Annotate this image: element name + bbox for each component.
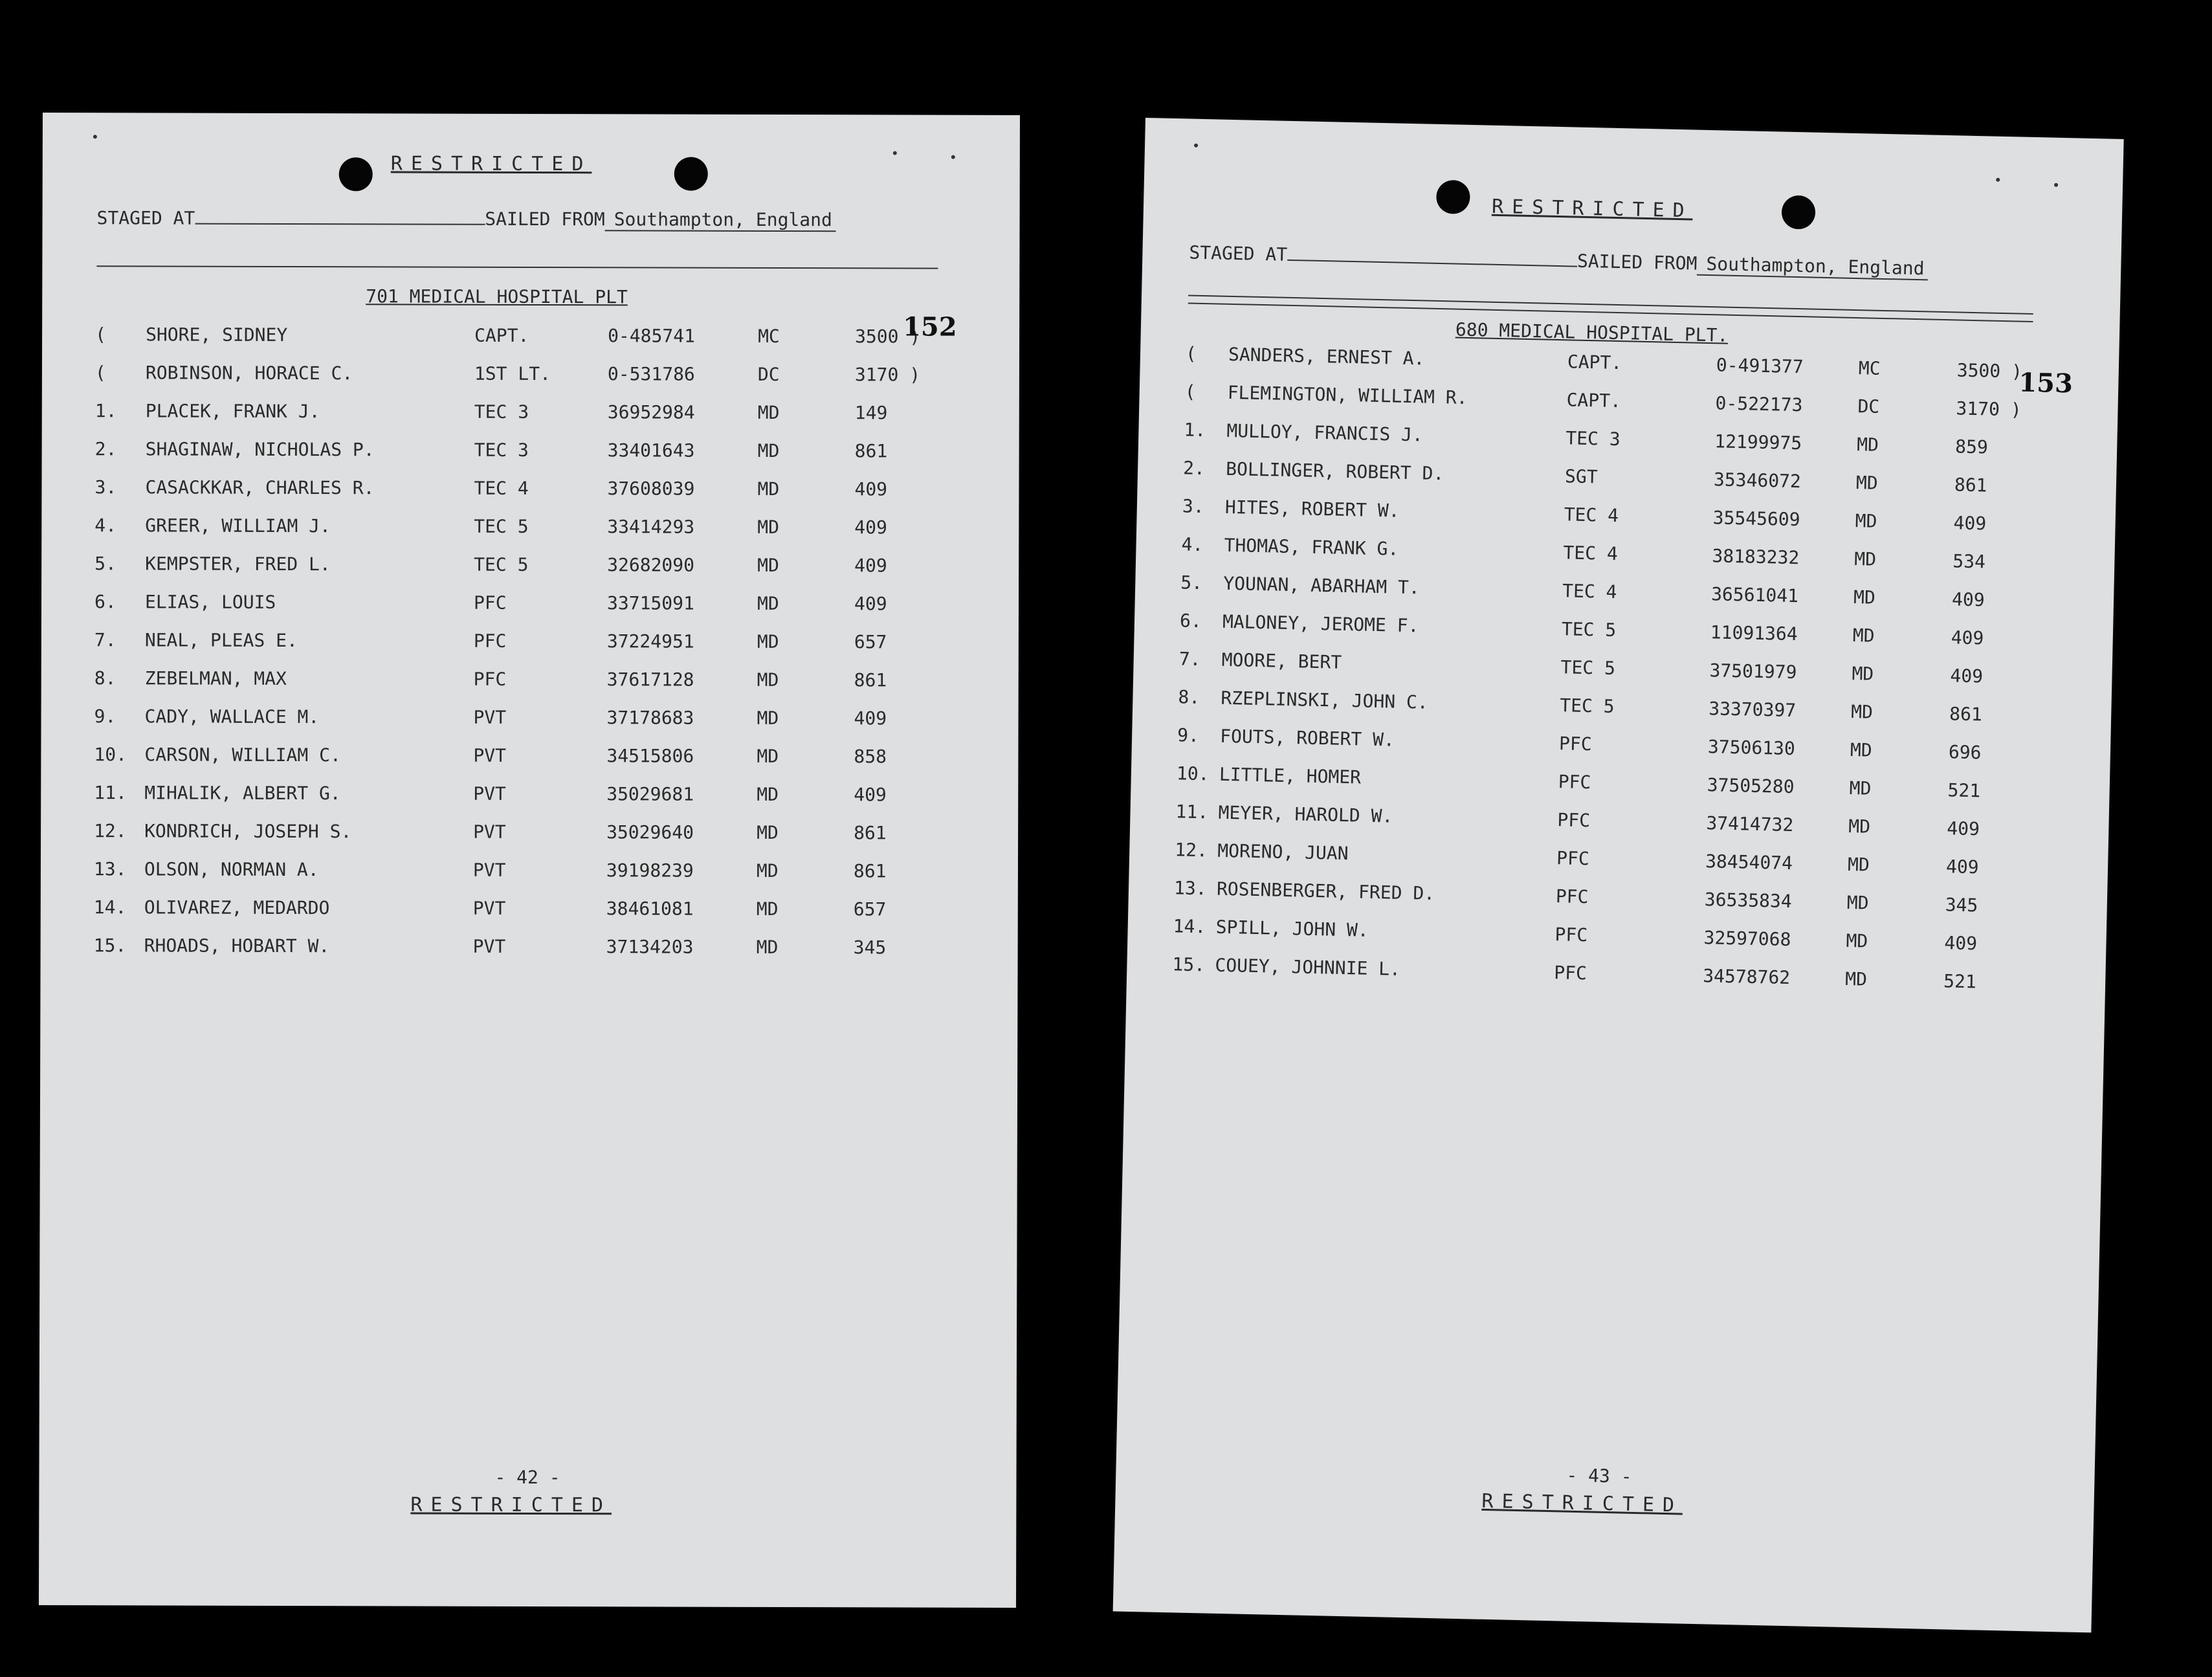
roster-rank: PVT	[472, 897, 506, 919]
roster-num: (	[94, 362, 106, 384]
roster-name: SPILL, JOHN W.	[1215, 916, 1369, 941]
roster-serial: 35029640	[606, 821, 694, 843]
roster-name: GREER, WILLIAM J.	[145, 515, 331, 537]
roster-num: 7.	[1178, 648, 1201, 671]
roster-corps: MD	[1853, 586, 1876, 608]
roster-rank: PVT	[472, 859, 506, 881]
roster-row	[41, 744, 947, 772]
roster-corps: MD	[757, 592, 779, 614]
roster-serial: 34515806	[606, 745, 694, 767]
roster-name: LITTLE, HOMER	[1219, 763, 1362, 788]
roster-num: 3.	[94, 476, 117, 498]
roster-row	[1139, 380, 2046, 426]
roster-num: 13.	[1173, 877, 1207, 900]
roster-num: 6.	[1179, 610, 1202, 632]
roster-row	[1130, 800, 2037, 846]
paper-speck	[93, 135, 97, 139]
roster-num: 8.	[94, 667, 116, 689]
roster-row	[42, 362, 948, 390]
roster-row	[1140, 342, 2047, 388]
roster-serial: 35029681	[606, 783, 694, 805]
sailed-from-label: SAILED FROM	[1576, 250, 1698, 274]
roster-name: FOUTS, ROBERT W.	[1219, 725, 1395, 751]
roster-rank: CAPT.	[1567, 351, 1622, 374]
roster-serial: 37178683	[606, 707, 694, 729]
page-number: - 42 -	[494, 1466, 560, 1489]
roster-serial: 38461081	[606, 898, 694, 920]
sailed-from-label: SAILED FROM	[485, 208, 605, 230]
roster-corps: MC	[758, 325, 780, 347]
roster-num: 10.	[94, 744, 127, 766]
roster-code: 409	[1953, 512, 1987, 535]
roster-row	[41, 705, 947, 734]
roster-row	[41, 515, 947, 543]
roster-corps: MD	[1852, 663, 1874, 685]
roster-serial: 37501979	[1709, 660, 1797, 683]
roster-serial: 11091364	[1710, 621, 1798, 645]
roster-row	[41, 667, 947, 696]
roster-num: 2.	[1182, 457, 1206, 480]
roster-rank: TEC 3	[474, 439, 529, 461]
roster-corps: MD	[1844, 968, 1868, 990]
roster-rank: PFC	[1556, 847, 1590, 870]
roster-code: 657	[854, 631, 887, 653]
roster-corps: MD	[1855, 510, 1877, 532]
roster-code: 861	[854, 822, 887, 844]
sailed-from-value: Southampton, England	[1697, 253, 1929, 281]
sailed-from-value: Southampton, England	[605, 208, 836, 232]
roster-name: BOLLINGER, ROBERT D.	[1225, 458, 1444, 485]
roster-name: SHAGINAW, NICHOLAS P.	[145, 438, 375, 461]
unit-title: 701 MEDICAL HOSPITAL PLT	[366, 285, 628, 308]
staged-sailed-line	[97, 207, 836, 230]
paper-speck	[1996, 178, 2000, 182]
staged-sailed-line	[1189, 242, 1929, 280]
document-page-42	[39, 113, 1020, 1608]
roster-row	[41, 591, 947, 619]
roster-code: 409	[1951, 627, 1984, 649]
roster-row	[1127, 915, 2034, 961]
roster-rank: PFC	[1558, 733, 1592, 755]
roster-corps: MC	[1858, 357, 1881, 379]
roster-name: CARSON, WILLIAM C.	[144, 744, 341, 766]
roster-row	[1136, 494, 2043, 540]
roster-row	[1138, 418, 2045, 464]
staged-at-blank	[195, 223, 485, 225]
roster-rank: PVT	[472, 935, 506, 957]
roster-row	[1127, 953, 2033, 999]
roster-name: RZEPLINSKI, JOHN C.	[1221, 687, 1429, 713]
roster-row	[42, 438, 948, 467]
roster-serial: 33414293	[607, 516, 695, 538]
roster-serial: 37608039	[607, 478, 695, 500]
roster-num: 9.	[1177, 724, 1200, 747]
roster-code: 409	[854, 555, 887, 577]
roster-num: 4.	[1181, 533, 1204, 556]
roster-num: 12.	[94, 820, 127, 842]
roster-row	[41, 935, 947, 963]
roster-num: (	[1184, 381, 1197, 403]
roster-serial: 33715091	[606, 592, 694, 614]
roster-rank: TEC 5	[474, 515, 529, 537]
roster-serial: 32682090	[607, 554, 695, 576]
roster-rank: TEC 3	[474, 401, 529, 423]
roster-corps: MD	[1846, 929, 1868, 952]
roster-serial: 33370397	[1708, 698, 1797, 722]
roster-num: 11.	[1175, 801, 1209, 823]
document-page-43	[1113, 118, 2124, 1632]
roster-rank: CAPT.	[1566, 389, 1622, 412]
roster-corps: MD	[757, 439, 780, 461]
roster-code: 861	[1949, 703, 1983, 726]
restricted-header: RESTRICTED	[1491, 195, 1694, 223]
roster-num: 14.	[1173, 915, 1206, 938]
punch-hole	[1436, 180, 1470, 214]
roster-name: MOORE, BERT	[1221, 649, 1342, 673]
roster-corps: MD	[1856, 434, 1879, 456]
punch-hole	[1781, 195, 1815, 229]
roster-num: 9.	[94, 705, 116, 727]
roster-num: (	[95, 324, 107, 346]
roster-code: 409	[1950, 665, 1984, 687]
roster-corps: DC	[757, 363, 780, 385]
roster-num: 5.	[1180, 572, 1203, 594]
roster-corps: MD	[757, 630, 779, 652]
roster-code: 696	[1948, 741, 1982, 764]
roster-serial: 35346072	[1713, 469, 1802, 493]
header-rule	[1188, 303, 2033, 322]
roster-name: HITES, ROBERT W.	[1224, 496, 1400, 522]
roster-serial: 37134203	[606, 936, 694, 958]
roster-serial: 37505280	[1707, 774, 1795, 798]
roster-name: CASACKKAR, CHARLES R.	[145, 476, 375, 499]
roster-rank: TEC 4	[1562, 580, 1617, 603]
roster-num: 2.	[94, 438, 117, 460]
roster-corps: MD	[756, 936, 779, 958]
roster-serial: 35545609	[1712, 507, 1800, 531]
roster-num: 4.	[94, 515, 117, 537]
roster-num: 1.	[1184, 419, 1206, 441]
roster-rank: PFC	[1557, 809, 1591, 832]
roster-corps: MD	[1846, 891, 1869, 914]
roster-row	[41, 858, 947, 887]
roster-num: 7.	[94, 629, 116, 651]
roster-num: 13.	[93, 858, 127, 880]
roster-num: 10.	[1176, 762, 1210, 785]
roster-corps: DC	[1857, 395, 1880, 417]
roster-rank: TEC 4	[474, 477, 529, 499]
roster-code: 858	[854, 746, 887, 768]
staged-at-label: STAGED AT	[96, 207, 195, 229]
roster-corps: MD	[757, 554, 779, 576]
roster-num: 15.	[93, 935, 127, 957]
roster-code: 409	[854, 593, 887, 615]
roster-rank: TEC 4	[1564, 504, 1619, 527]
roster-row	[1133, 685, 2039, 731]
roster-row	[41, 896, 947, 925]
roster-row	[41, 553, 947, 581]
paper-speck	[951, 155, 955, 159]
roster-corps: MD	[1848, 815, 1871, 838]
roster-row	[42, 324, 948, 352]
roster-num: 14.	[93, 896, 127, 918]
roster-rank: PFC	[473, 668, 507, 690]
roster-code: 409	[854, 784, 887, 806]
roster-row	[1135, 571, 2042, 617]
roster-corps: MD	[1852, 625, 1875, 647]
roster-name: ZEBELMAN, MAX	[144, 667, 287, 689]
roster-num: 5.	[94, 553, 116, 575]
roster-serial: 36952984	[607, 401, 695, 423]
roster-row	[1133, 647, 2040, 693]
roster-rank: TEC 5	[474, 553, 529, 575]
roster-serial: 36535834	[1704, 889, 1793, 913]
roster-name: NEAL, PLEAS E.	[144, 629, 298, 652]
roster-name: ROSENBERGER, FRED D.	[1216, 878, 1435, 905]
roster-code: 149	[854, 402, 888, 424]
roster-serial: 38454074	[1705, 850, 1793, 874]
roster-corps: MD	[757, 783, 779, 805]
roster-num: 1.	[94, 400, 117, 422]
roster-serial: 36561041	[1710, 583, 1799, 607]
roster-rank: CAPT.	[474, 324, 529, 346]
roster-serial: 32597068	[1703, 927, 1791, 951]
roster-rank: 1ST LT.	[474, 362, 551, 385]
roster-corps: MD	[757, 478, 780, 500]
roster-code: 3170 )	[1956, 397, 2022, 421]
roster-rank: TEC 5	[1559, 694, 1615, 718]
roster-code: 409	[854, 478, 888, 500]
punch-hole	[674, 157, 708, 191]
roster-rank: PVT	[473, 706, 507, 728]
roster-corps: MD	[756, 860, 779, 882]
restricted-footer: RESTRICTED	[1481, 1489, 1683, 1517]
paper-speck	[1194, 144, 1198, 148]
roster-code: 861	[854, 669, 887, 691]
roster-code: 3170 )	[854, 364, 921, 386]
roster-name: ROBINSON, HORACE C.	[145, 362, 353, 384]
roster-rank: PFC	[1558, 771, 1591, 794]
roster-name: RHOADS, HOBART W.	[144, 935, 330, 957]
roster-serial: 0-491377	[1716, 354, 1804, 378]
roster-corps: MD	[1849, 777, 1872, 799]
roster-serial: 37617128	[606, 669, 694, 691]
handwritten-page-number: 153	[2018, 367, 2074, 399]
roster-code: 409	[1945, 856, 1979, 878]
roster-corps: MD	[756, 898, 779, 920]
roster-name: OLSON, NORMAN A.	[144, 858, 319, 881]
roster-row	[1132, 724, 2039, 770]
roster-num: 8.	[1178, 686, 1200, 709]
roster-serial: 0-531786	[607, 363, 695, 385]
roster-code: 409	[1951, 588, 1985, 611]
roster-code: 409	[1944, 932, 1978, 955]
roster-num: 12.	[1174, 839, 1208, 861]
roster-num: 11.	[94, 782, 127, 804]
roster-corps: MD	[757, 707, 779, 729]
roster-corps: MD	[1854, 548, 1877, 570]
roster-row	[41, 629, 947, 658]
roster-serial: 34578762	[1702, 965, 1791, 989]
roster-name: KEMPSTER, FRED L.	[145, 553, 331, 575]
roster-name: CADY, WALLACE M.	[144, 705, 320, 728]
roster-name: MALONEY, JEROME F.	[1222, 610, 1419, 637]
roster-row	[41, 820, 947, 849]
roster-corps: MD	[757, 669, 779, 691]
roster-row	[42, 400, 948, 428]
roster-serial: 39198239	[606, 860, 694, 882]
roster-code: 861	[854, 440, 888, 462]
roster-corps: MD	[757, 821, 779, 843]
roster-code: 521	[1943, 970, 1977, 993]
roster-rank: SGT	[1564, 465, 1598, 488]
roster-name: SANDERS, ERNEST A.	[1228, 343, 1425, 370]
roster-serial: 38183232	[1712, 545, 1800, 569]
page-number: - 43 -	[1566, 1464, 1632, 1487]
roster-corps: MD	[1855, 472, 1879, 494]
roster-row	[41, 476, 947, 505]
handwritten-page-number: 152	[903, 311, 957, 342]
roster-rank: PFC	[1555, 885, 1589, 908]
staged-at-blank	[1287, 260, 1577, 267]
roster-serial: 0-522173	[1715, 392, 1803, 416]
roster-code: 345	[853, 937, 887, 959]
roster-code: 409	[1946, 817, 1980, 840]
staged-at-label: STAGED AT	[1189, 241, 1288, 265]
unit-title: 680 MEDICAL HOSPITAL PLT.	[1455, 318, 1729, 346]
roster-rank: TEC 3	[1565, 427, 1620, 450]
roster-serial: 37414732	[1706, 812, 1794, 836]
roster-name: FLEMINGTON, WILLIAM R.	[1227, 381, 1468, 408]
roster-name: MORENO, JUAN	[1217, 839, 1349, 865]
roster-code: 3500 )	[1956, 359, 2023, 383]
roster-name: OLIVAREZ, MEDARDO	[144, 896, 330, 919]
roster-corps: MD	[757, 401, 780, 423]
roster-corps: MD	[1850, 701, 1874, 723]
roster-num: 3.	[1182, 495, 1204, 518]
roster-code: 3500 )	[855, 326, 921, 348]
roster-row	[1138, 456, 2044, 502]
roster-rank: PFC	[473, 592, 507, 614]
paper-speck	[893, 151, 897, 155]
roster-rank: PVT	[473, 821, 506, 843]
restricted-footer: RESTRICTED	[410, 1493, 612, 1517]
roster-code: 861	[853, 860, 887, 882]
roster-corps: MD	[1850, 739, 1873, 761]
roster-code: 521	[1947, 779, 1981, 802]
roster-row	[1131, 762, 2037, 808]
roster-corps: MD	[1847, 853, 1870, 876]
roster-name: MIHALIK, ALBERT G.	[144, 782, 341, 805]
punch-hole	[339, 157, 373, 191]
roster-row	[1129, 838, 2036, 884]
roster-rank: PVT	[473, 744, 507, 766]
roster-serial: 0-485741	[608, 325, 696, 347]
roster-serial: 33401643	[607, 439, 695, 461]
roster-rank: TEC 5	[1560, 656, 1616, 680]
header-rule	[96, 265, 938, 269]
roster-name: SHORE, SIDNEY	[146, 324, 288, 346]
roster-rank: PFC	[473, 630, 507, 652]
roster-rank: PFC	[1553, 962, 1587, 984]
roster-name: COUEY, JOHNNIE L.	[1215, 954, 1401, 980]
roster-code: 534	[1952, 550, 1986, 573]
roster-corps: MD	[757, 745, 779, 767]
roster-corps: MD	[757, 516, 780, 538]
roster-name: MEYER, HAROLD W.	[1218, 801, 1393, 827]
restricted-header: RESTRICTED	[390, 152, 592, 176]
roster-name: PLACEK, FRANK J.	[145, 400, 320, 423]
roster-name: KONDRICH, JOSEPH S.	[144, 820, 352, 843]
roster-serial: 12199975	[1714, 430, 1802, 454]
roster-row	[41, 782, 947, 810]
roster-name: ELIAS, LOUIS	[144, 591, 276, 613]
roster-code: 409	[854, 707, 887, 729]
roster-rank: PFC	[1554, 924, 1588, 946]
roster-rank: PVT	[473, 783, 506, 805]
roster-row	[1136, 533, 2042, 579]
roster-name: YOUNAN, ABARHAM T.	[1222, 572, 1421, 599]
roster-num: 6.	[94, 591, 116, 613]
roster-num: (	[1185, 342, 1197, 364]
roster-name: THOMAS, FRANK G.	[1224, 534, 1399, 560]
roster-code: 409	[854, 516, 887, 539]
paper-speck	[2054, 183, 2058, 187]
roster-serial: 37506130	[1707, 736, 1796, 760]
roster-rank: TEC 4	[1563, 542, 1619, 565]
roster-name: MULLOY, FRANCIS J.	[1226, 419, 1424, 446]
roster-rank: TEC 5	[1561, 618, 1617, 641]
roster-code: 345	[1945, 894, 1978, 916]
roster-code: 861	[1954, 474, 1987, 496]
roster-serial: 37224951	[606, 630, 694, 652]
roster-code: 657	[853, 898, 887, 920]
roster-row	[1129, 876, 2035, 922]
roster-num: 15.	[1172, 953, 1206, 976]
roster-row	[1134, 609, 2041, 655]
roster-code: 859	[1954, 436, 1989, 458]
